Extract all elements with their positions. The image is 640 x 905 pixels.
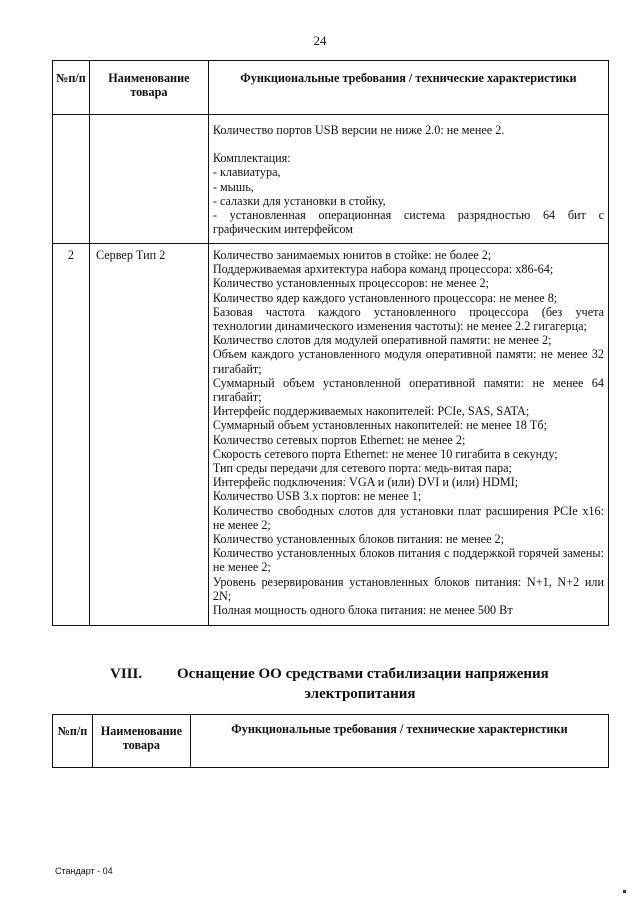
- requirement-line: Интерфейс поддерживаемых накопителей: PCIe, SAS, SATA;: [212, 404, 530, 419]
- row1-requirements-cell: [208, 115, 608, 244]
- row1-name-cell: [89, 115, 208, 244]
- footer-standard-label: Стандарт - 04: [55, 866, 113, 876]
- requirement-line: Количество установленных блоков питания: не менее 2;: [212, 532, 505, 547]
- header-requirements: Функциональные требования / технические характеристики: [190, 715, 608, 768]
- requirements-table: [52, 60, 609, 626]
- requirement-line: Количество установленных процессоров: не менее 2;: [212, 276, 489, 291]
- requirement-line: Количество установленных блоков питания с поддержкой горячей замены: не менее 2;: [212, 546, 604, 575]
- row2-name-cell: Сервер Тип 2: [89, 244, 208, 626]
- header-product-name: Наименование товара: [92, 715, 190, 768]
- requirement-line: Количество слотов для модулей оперативной памяти: не менее 2;: [212, 333, 552, 348]
- requirement-line: Количество ядер каждого установленного процессора: не менее 8;: [212, 290, 558, 305]
- requirement-line: Количество USB 3.x портов: не менее 1;: [212, 489, 422, 504]
- section-title-line1: Оснащение ОО средствами стабилизации напряжения: [177, 666, 549, 682]
- requirement-line: Полная мощность одного блока питания: не менее 500 Вт: [212, 603, 513, 618]
- requirement-line: Количество сетевых портов Ethernet: не менее 2;: [212, 432, 466, 447]
- header-number: №п/п: [53, 61, 90, 115]
- requirement-line: - установленная операционная система разрядностью 64 бит с графическим интерфейсом: [212, 208, 604, 237]
- requirement-line: Количество свободных слотов для установки плат расширения PCIe x16: не менее 2;: [212, 503, 604, 532]
- scan-dot-mark: [623, 890, 626, 893]
- stabilization-table: [52, 714, 609, 768]
- requirement-line: Суммарный объем установленных накопителей: не менее 18 Тб;: [212, 418, 547, 433]
- row2-number-cell: 2: [53, 244, 90, 626]
- requirement-line: - салазки для установки в стойку,: [212, 193, 386, 208]
- table-header-row: [53, 61, 609, 115]
- table-row: [53, 244, 609, 626]
- table-row: [53, 115, 609, 244]
- requirement-line: Комплектация:: [212, 151, 291, 166]
- requirement-line: Базовая частота каждого установленного процессора (без учета технологии динамического изменения частоты): не менее 2.2 гигагерца;: [212, 304, 604, 334]
- requirement-line: Объем каждого установленного модуля оперативной памяти: не менее 32 гигабайт;: [212, 347, 604, 376]
- requirement-line: - клавиатура,: [212, 165, 281, 180]
- requirement-line: Поддерживаемая архитектура набора команд процессора: x86-64;: [212, 262, 554, 277]
- row2-requirements-cell: [208, 244, 608, 626]
- requirement-line: Количество занимаемых юнитов в стойке: не более 2;: [212, 248, 492, 262]
- requirement-line: Уровень резервирования установленных блоков питания: N+1, N+2 или 2N;: [212, 574, 604, 603]
- table-header-row: [53, 715, 609, 768]
- page-number: 24: [313, 33, 327, 48]
- header-product-name: Наименование товара: [89, 61, 208, 115]
- requirement-line: Тип среды передачи для сетевого порта: медь-витая пара;: [212, 461, 512, 476]
- header-requirements: Функциональные требования / технические характеристики: [208, 61, 608, 115]
- requirement-line: - мышь,: [212, 179, 254, 194]
- section-title-line2: электропитания: [304, 686, 416, 702]
- requirement-line: Количество портов USB версии не ниже 2.0: не менее 2.: [212, 123, 505, 137]
- requirement-line: Интерфейс подключения: VGA и (или) DVI и (или) HDMI;: [212, 475, 519, 490]
- requirement-line: Суммарный объем установленной оперативной памяти: не менее 64 гигабайт;: [212, 375, 604, 405]
- requirement-line: Скорость сетевого порта Ethernet: не менее 10 гигабита в секунду;: [212, 446, 558, 461]
- header-number: №п/п: [53, 715, 93, 768]
- section-number: VIII.: [110, 666, 143, 682]
- row1-number-cell: [53, 115, 90, 244]
